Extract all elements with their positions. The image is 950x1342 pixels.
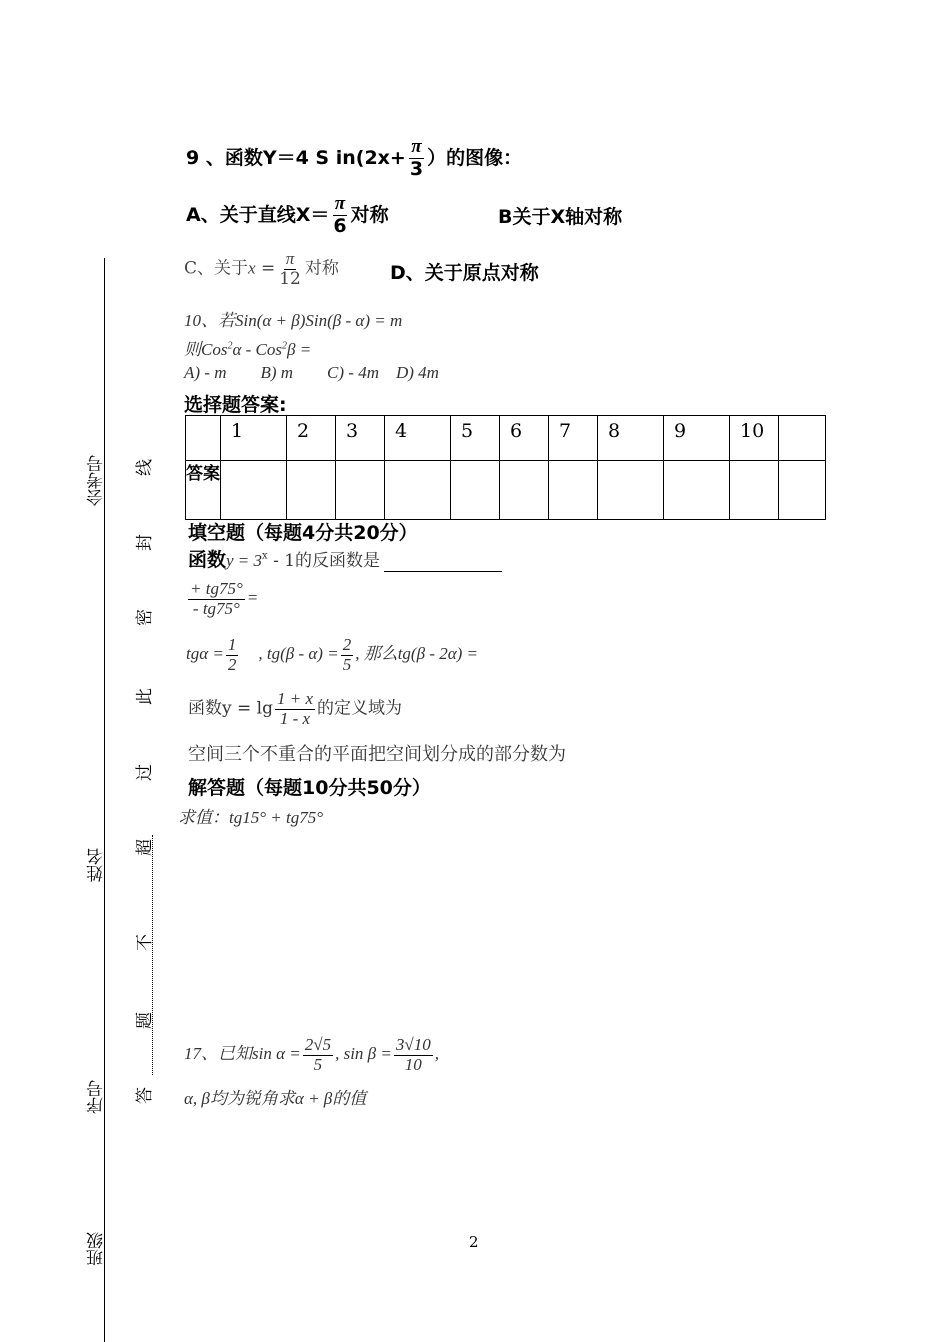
fraction: $\frac{1 + x}{1 - x}$	[276, 689, 314, 728]
table-header-cell: 5	[451, 416, 500, 461]
fraction: $\frac{3√10}{10}$	[395, 1035, 431, 1074]
fraction: $\frac{+ tg75^\circ}{- tg75^\circ}$	[190, 579, 243, 618]
question-16: 求值：tg15° + tg75°	[178, 808, 324, 827]
question-17-line1: 17、已知sin α = $\frac{2√5}{5}$ , sin β = $\frac{3√10}{10}$ ,	[184, 1035, 439, 1074]
answer-cell[interactable]	[598, 461, 664, 520]
question-17-line2: α, β均为锐角求α + β的值	[184, 1089, 367, 1108]
question-13: tgα = $\frac{1}{2}$ , tg(β - α) = $\frac{2}{5}$ , 那么tg(β - 2α) =	[186, 635, 479, 674]
answer-cell[interactable]	[287, 461, 336, 520]
answer-cell[interactable]	[451, 461, 500, 520]
answer-table-title: 选择题答案:	[184, 394, 287, 416]
table-header-cell: 10	[730, 416, 779, 461]
fraction: $\frac{\pi}{12}$	[279, 249, 301, 289]
seal-char: 不	[135, 934, 155, 951]
question-9-option-a: A、关于直线X＝ $\frac{\pi}{6}$ 对称	[186, 193, 389, 237]
answer-cell[interactable]	[500, 461, 549, 520]
seal-char: 题	[135, 1012, 155, 1029]
answer-cell[interactable]	[336, 461, 385, 520]
answer-cell[interactable]	[779, 461, 826, 520]
question-15: 空间三个不重合的平面把空间划分成的部分数为	[188, 744, 566, 765]
solve-section-title: 解答题（每题10分共50分）	[188, 777, 431, 799]
answer-cell[interactable]	[549, 461, 598, 520]
answer-row-label: 答案	[186, 461, 221, 520]
class-label: 班级	[87, 1232, 107, 1266]
fraction: $\frac{2}{5}$	[342, 635, 352, 674]
table-header-cell: 1	[221, 416, 287, 461]
answer-cell[interactable]	[730, 461, 779, 520]
fraction: $\frac{\pi}{6}$	[333, 193, 347, 237]
answer-table	[185, 415, 826, 520]
page-number: 2	[469, 1233, 479, 1251]
table-header-cell	[779, 416, 826, 461]
table-corner-cell	[186, 416, 221, 461]
seal-char: 封	[135, 534, 155, 551]
fraction: $\frac{\pi}{3}$	[409, 136, 424, 180]
exam-number-label: 会考号	[87, 455, 107, 506]
seal-char: 答	[135, 1087, 155, 1104]
answer-cell[interactable]	[221, 461, 287, 520]
question-12: $\frac{+ tg75^\circ}{- tg75^\circ}$ =	[190, 579, 259, 618]
name-label: 姓名	[87, 848, 107, 882]
question-14: 函数y = lg $\frac{1 + x}{1 - x}$ 的定义域为	[188, 689, 403, 728]
question-10-options: A) - m B) m C) - 4m D) 4m	[184, 363, 439, 382]
seal-char: 密	[135, 609, 155, 626]
binding-dotted-line	[152, 835, 153, 1075]
seal-char: 此	[135, 688, 155, 705]
question-9-option-b: B关于X轴对称	[498, 206, 623, 228]
answer-blank[interactable]	[384, 549, 502, 572]
seal-char: 超	[135, 839, 155, 856]
answer-cell[interactable]	[664, 461, 730, 520]
question-9-option-d: D、关于原点对称	[390, 262, 539, 284]
fraction: $\frac{2√5}{5}$	[304, 1035, 332, 1074]
table-header-cell: 6	[500, 416, 549, 461]
table-header-cell: 2	[287, 416, 336, 461]
answer-cell[interactable]	[385, 461, 451, 520]
table-header-cell: 7	[549, 416, 598, 461]
question-10-line1: 10、若Sin(α + β)Sin(β - α) = m	[184, 311, 403, 330]
table-header-cell: 9	[664, 416, 730, 461]
seal-char: 过	[135, 764, 155, 781]
question-9-option-c: C、关于x = $\frac{\pi}{12}$ 对称	[184, 249, 339, 289]
question-11: 函数$y = 3^x - 1$的反函数是	[188, 545, 502, 572]
table-header-cell: 4	[385, 416, 451, 461]
question-9-stem: 9 、函数Y＝4 S in(2x+ $\frac{\pi}{3}$ ）的图像：	[186, 136, 523, 180]
table-header-cell: 8	[598, 416, 664, 461]
table-header-cell: 3	[336, 416, 385, 461]
seal-char: 线	[135, 459, 155, 476]
fill-section-title: 填空题（每题4分共20分）	[188, 522, 418, 544]
fraction: $\frac{1}{2}$	[227, 635, 237, 674]
binding-line	[104, 258, 105, 1342]
question-10-line2: 则Cos$^2$α - Cos$^2$β =	[184, 340, 312, 359]
sequence-label: 序号	[87, 1080, 107, 1114]
